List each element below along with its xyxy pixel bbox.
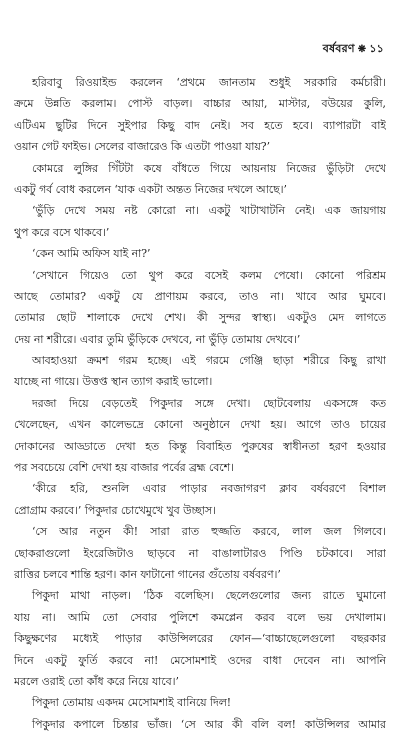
text-line: পিকুদা তোমায় একদম মেসোমশাই বানিয়ে দিল! (32, 696, 232, 710)
text-line: ‘কেন আমি অফিস যাই না?’ (32, 247, 151, 261)
text-line: দোকানের আড্ডাতে দেখা হত কিন্তু বিবাহিত পুরুষের স্বাধীনতা হরণ হওয়ার (14, 439, 386, 453)
running-header (323, 40, 384, 59)
text-line: রাত্তির চলবে শান্তি হরণ। কান ফাটানো গানের গুঁতোয় বর্ষবরণ।’ (14, 567, 281, 581)
text-line: তোমার ছোট শালাকে দেখে শেখ। কী সুন্দর স্বাস্থ্য। একটুও মেদ লাগতে (14, 311, 386, 325)
text-line: পিকুদা মাথা নাড়ল। ‘ঠিক বলেছিস। ছেলেগুলোর জন্য রাতে ঘুমানো (32, 589, 386, 603)
text-line: হরিবাবু রিওয়াইন্ড করলেন ‘প্রথমে জানতাম শুধুই সরকারি কর্মচারী। (32, 76, 386, 89)
text-line: দিনে একটু ফুর্তি করবে না! মেসোমশাই ওদের বাধা দেবেন না। আপনি (14, 653, 386, 667)
text-line: একটু গর্ব বোধ করলেন ‘যাক একটা অন্তত নিজের দখলে আছে।’ (14, 182, 287, 196)
text-line: ‘ভুঁড়ি দেখে সময় নষ্ট কোরো না। একটু খাটাখাটনি নেই। এক জায়গায় (32, 204, 386, 218)
text-line: খেলেছেন, এখন কালেভদ্রে কোনো অনুষ্ঠানে দেখা হয়। আগে তাও চায়ের (14, 418, 386, 432)
header-title: বর্ষবরণ (322, 42, 355, 55)
text-line: ‘কীরে হরি, শুনলি এবার পাড়ার নবজাগরণ ক্লাব বর্ষবরণে বিশাল (32, 482, 386, 496)
text-line: যায় না। আমি তো সেবার পুলিশে কমপ্লেন করব বলে ভয় দেখালাম। (14, 610, 386, 624)
text-line: মরলে ওরাই তো কাঁধ করে নিয়ে যাবে।’ (14, 674, 179, 688)
book-page (14, 0, 386, 731)
text-line: প্রোগ্রাম করবে।’ পিকুদার চোখেমুখে খুব উচ্ছাস। (14, 503, 216, 517)
text-line: যাচ্ছে না গায়ে। উত্তপ্ত স্থান ত্যাগ করাই ভালো। (14, 375, 213, 389)
text-line: আবহাওয়া ক্রমশ গরম হচ্ছে। এই গরমে গেঞ্জি ছাড়া শরীরে কিছু রাখা (32, 354, 386, 368)
text-line: এটিএম ছুটির দিনে সুইপার কিছু বাদ নেই। সব হতে হবে। ব্যাপারটা বাই (14, 118, 386, 132)
text-line: ‘সেখানে গিয়েও তো থুপ করে বসেই কলম পেষো। কোনো পরিশ্রম (32, 268, 386, 282)
text-line: ছোকরাগুলো ইংরেজিটাও ছাড়বে না বাঙালাটারও পিণ্ডি চটকাবে। সারা (14, 546, 386, 560)
text-line: থুপ করে বসে থাকবে।’ (14, 225, 110, 239)
text-line: ওয়ান গেট ফাইভ। সেলের বাজারেও কি এতটা পাওয়া যায়?’ (14, 140, 271, 154)
text-line: আছে তোমার? একটু যে প্রাণায়ম করবে, তাও না। খাবে আর ঘুমবে। (14, 289, 386, 303)
text-line: পিকুদার কপালে চিন্তার ভাঁজ। ‘সে আর কী বলি বল! কাউন্সিলর আমার (32, 717, 386, 731)
text-line: কিছুক্ষণের মধ্যেই পাড়ার কাউন্সিলরের ফোন—‘বাচ্চাছেলেগুলো বছরকার (14, 632, 386, 646)
page-number: ১১ (369, 42, 384, 55)
text-line: দেয় না শরীরে। এবার তুমি ভুঁড়িকে দেখবে, না ভুঁড়ি তোমায় দেখবে।’ (14, 332, 301, 346)
text-line: ক্রমে উন্নতি করলাম। পোস্ট বাড়ল। বাচ্চার আয়া, মাস্টার, বউয়ের কুলি, (14, 97, 386, 111)
text-line: ‘সে আর নতুন কী! সারা রাত হুজ্জতি করবে, লাল জল গিলবে। (32, 525, 386, 539)
separator-ornament-icon: ❋ (357, 44, 367, 55)
body-text (14, 72, 386, 735)
text-line: কোমরে লুঙ্গির গিঁটটা কষে বাঁধতে গিয়ে আয়নায় নিজের ভুঁড়িটা দেখে (32, 161, 386, 175)
text-line: পর সবচেয়ে বেশি দেখা হয় বাজার পর্বের ব্রহ্ম বেশে। (14, 461, 234, 475)
text-line: দরজা দিয়ে বেড়তেই পিকুদার সঙ্গে দেখা। ছোটবেলায় একসঙ্গে কত (32, 396, 386, 410)
